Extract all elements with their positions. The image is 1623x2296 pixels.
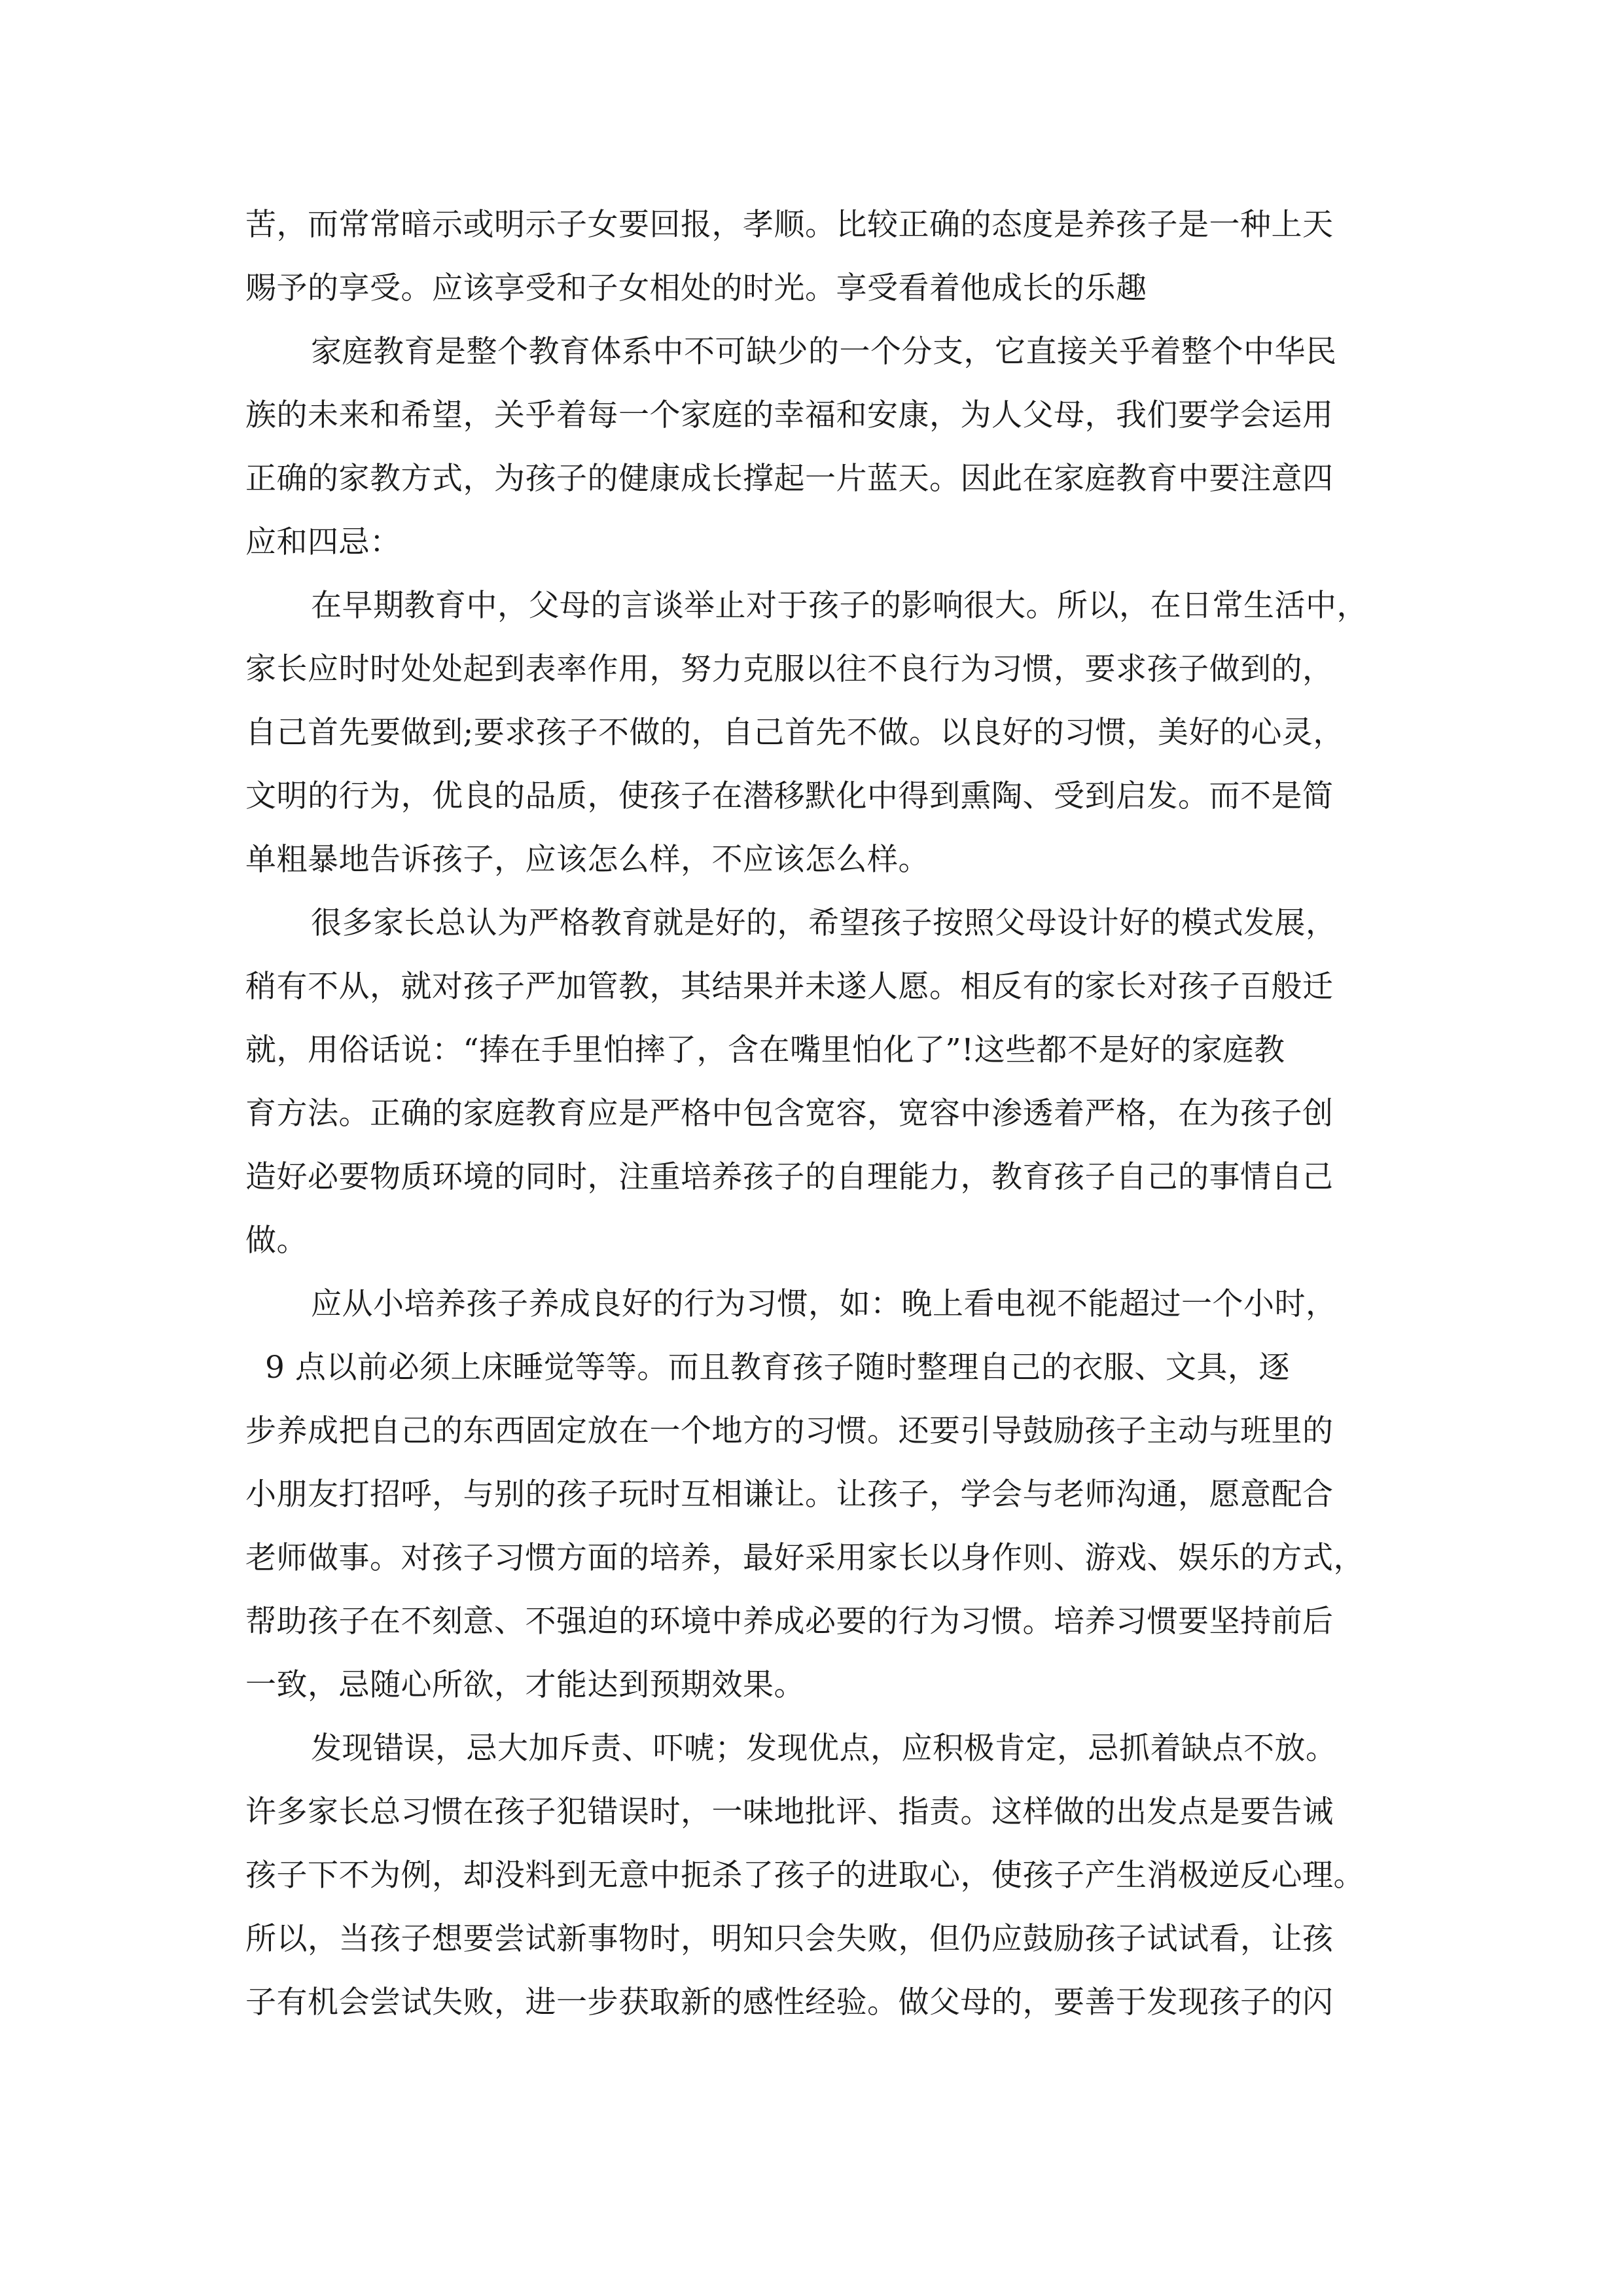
text-line: 9 点以前必须上床睡觉等等。而且教育孩子随时整理自己的衣服、文具，逐 bbox=[265, 1350, 1290, 1386]
text-line: 步养成把自己的东西固定放在一个地方的习惯。还要引导鼓励孩子主动与班里的 bbox=[245, 1413, 1334, 1449]
text-line: 一致，忌随心所欲，才能达到预期效果。 bbox=[245, 1667, 805, 1703]
text-line: 就，用俗话说：“捧在手里怕摔了，含在嘴里怕化了”!这些都不是好的家庭教 bbox=[245, 1032, 1285, 1068]
text-line: 单粗暴地告诉孩子，应该怎么样，不应该怎么样。 bbox=[245, 842, 929, 878]
paragraph-first-line: 发现错误，忌大加斥责、吓唬；发现优点，应积极肯定，忌抓着缺点不放。 bbox=[311, 1731, 1337, 1767]
paragraph-first-line: 在早期教育中，父母的言谈举止对于孩子的影响很大。所以，在日常生活中， bbox=[311, 588, 1368, 624]
text-line: 苦，而常常暗示或明示子女要回报，孝顺。比较正确的态度是养孩子是一种上天 bbox=[245, 207, 1334, 243]
paragraph-first-line: 应从小培养孩子养成良好的行为习惯，如：晚上看电视不能超过一个小时， bbox=[311, 1286, 1337, 1322]
text-line: 帮助孩子在不刻意、不强迫的环境中养成必要的行为习惯。培养习惯要坚持前后 bbox=[245, 1604, 1334, 1640]
text-line: 文明的行为，优良的品质，使孩子在潜移默化中得到熏陶、受到启发。而不是简 bbox=[245, 778, 1334, 814]
text-line: 许多家长总习惯在孩子犯错误时，一味地批评、指责。这样做的出发点是要告诫 bbox=[245, 1794, 1334, 1830]
text-line: 老师做事。对孩子习惯方面的培养，最好采用家长以身作则、游戏、娱乐的方式， bbox=[245, 1540, 1364, 1576]
text-line: 做。 bbox=[245, 1223, 308, 1259]
text-line: 应和四忌： bbox=[245, 524, 401, 560]
paragraph-first-line: 家庭教育是整个教育体系中不可缺少的一个分支，它直接关乎着整个中华民 bbox=[311, 334, 1337, 370]
text-line: 所以，当孩子想要尝试新事物时，明知只会失败，但仍应鼓励孩子试试看，让孩 bbox=[245, 1921, 1334, 1957]
text-line: 家长应时时处处起到表率作用，努力克服以往不良行为习惯，要求孩子做到的， bbox=[245, 651, 1334, 687]
text-line: 造好必要物质环境的同时，注重培养孩子的自理能力，教育孩子自己的事情自己 bbox=[245, 1159, 1334, 1195]
text-line: 赐予的享受。应该享受和子女相处的时光。享受看着他成长的乐趣 bbox=[245, 270, 1147, 306]
text-line: 小朋友打招呼，与别的孩子玩时互相谦让。让孩子，学会与老师沟通，愿意配合 bbox=[245, 1477, 1334, 1513]
text-line: 孩子下不为例，却没料到无意中扼杀了孩子的进取心，使孩子产生消极逆反心理。 bbox=[245, 1857, 1364, 1893]
text-line: 族的未来和希望，关乎着每一个家庭的幸福和安康，为人父母，我们要学会运用 bbox=[245, 397, 1334, 433]
text-line: 育方法。正确的家庭教育应是严格中包含宽容，宽容中渗透着严格，在为孩子创 bbox=[245, 1096, 1334, 1132]
body-text bbox=[245, 193, 1378, 2034]
text-line: 正确的家教方式，为孩子的健康成长撑起一片蓝天。因此在家庭教育中要注意四 bbox=[245, 461, 1334, 497]
text-line: 稍有不从，就对孩子严加管教，其结果并未遂人愿。相反有的家长对孩子百般迁 bbox=[245, 969, 1334, 1005]
text-line: 子有机会尝试失败，进一步获取新的感性经验。做父母的，要善于发现孩子的闪 bbox=[245, 1984, 1334, 2020]
paragraph-first-line: 很多家长总认为严格教育就是好的，希望孩子按照父母设计好的模式发展， bbox=[311, 905, 1337, 941]
text-line: 自己首先要做到;要求孩子不做的，自己首先不做。以良好的习惯，美好的心灵， bbox=[245, 715, 1344, 751]
